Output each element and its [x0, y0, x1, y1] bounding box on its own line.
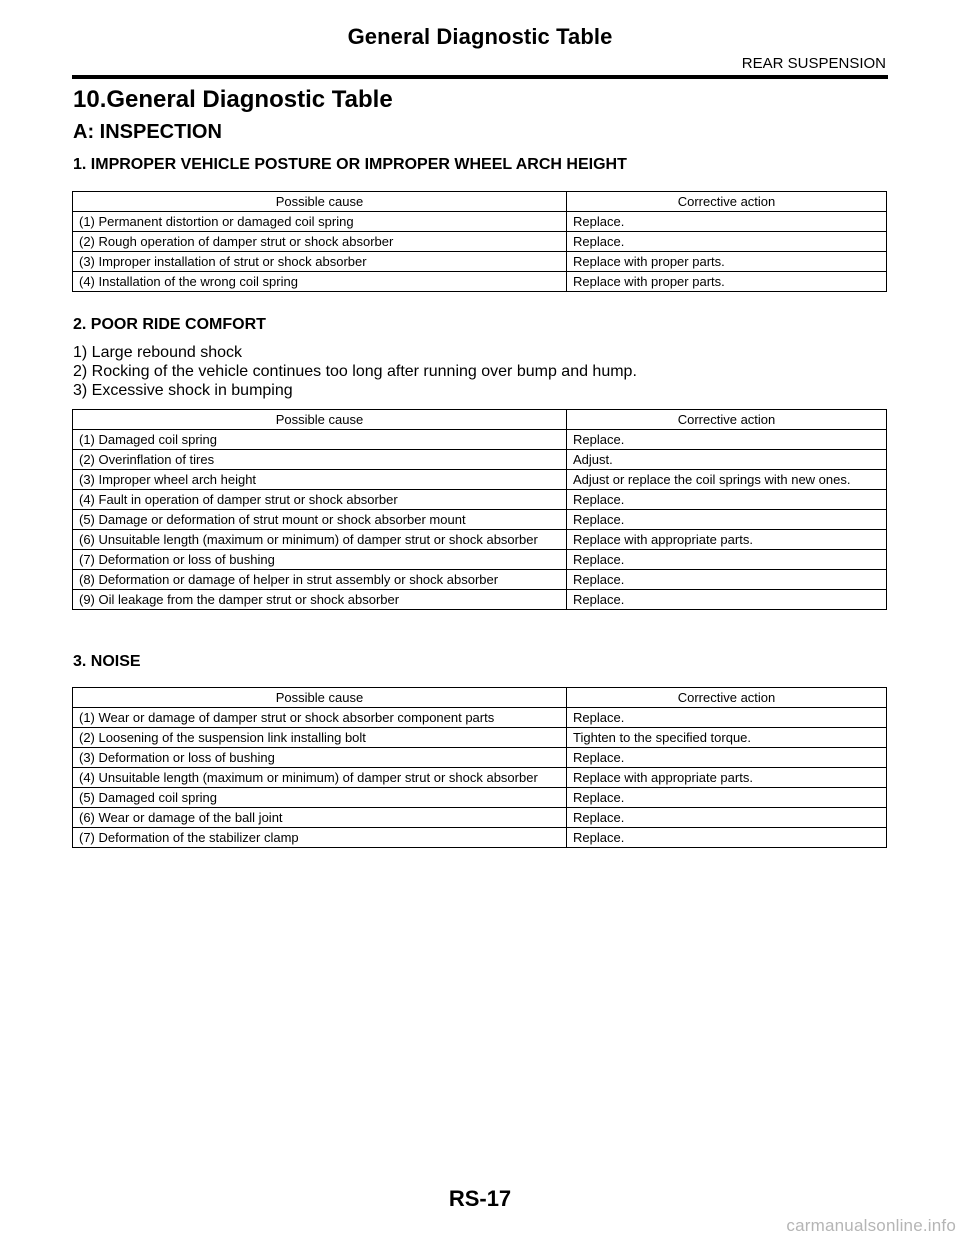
cell-action: Replace with appropriate parts.: [567, 768, 887, 788]
cell-cause: (1) Wear or damage of damper strut or shock absorber component parts: [73, 708, 567, 728]
cell-cause: (3) Improper installation of strut or shock absorber: [73, 252, 567, 272]
column-header-cause: Possible cause: [73, 192, 567, 212]
column-header-action: Corrective action: [567, 688, 887, 708]
column-header-action: Corrective action: [567, 192, 887, 212]
table-row: [73, 590, 887, 610]
subheading-inspection: A: INSPECTION: [73, 121, 222, 143]
cell-action: Replace.: [567, 788, 887, 808]
table-row: [73, 212, 887, 232]
table-row: [73, 450, 887, 470]
table-row: [73, 788, 887, 808]
cell-action: Replace.: [567, 430, 887, 450]
table-row: [73, 470, 887, 490]
watermark-text: carmanualsonline.info: [786, 1216, 956, 1235]
section-3-title: 3. NOISE: [73, 653, 141, 670]
column-header-cause: Possible cause: [73, 410, 567, 430]
cell-cause: (4) Installation of the wrong coil spring: [73, 272, 567, 292]
cell-action: Replace with proper parts.: [567, 252, 887, 272]
table-row: [73, 708, 887, 728]
cell-cause: (5) Damaged coil spring: [73, 788, 567, 808]
note-line: 3) Excessive shock in bumping: [73, 382, 293, 399]
table-row: [73, 272, 887, 292]
page-header-section: REAR SUSPENSION: [741, 55, 886, 72]
diagnostic-table-1: [72, 191, 887, 292]
cell-cause: (3) Improper wheel arch height: [73, 470, 567, 490]
page-number: RS-17: [448, 1186, 512, 1211]
cell-action: Replace.: [567, 708, 887, 728]
section-2-notes: [73, 343, 637, 400]
note-line: 2) Rocking of the vehicle continues too long after running over bump and hump.: [73, 363, 637, 380]
table-header-row: [73, 410, 887, 430]
column-header-cause: Possible cause: [73, 688, 567, 708]
cell-action: Replace.: [567, 490, 887, 510]
table-row: [73, 490, 887, 510]
cell-cause: (9) Oil leakage from the damper strut or shock absorber: [73, 590, 567, 610]
cell-action: Replace.: [567, 808, 887, 828]
cell-cause: (7) Deformation of the stabilizer clamp: [73, 828, 567, 848]
cell-cause: (4) Unsuitable length (maximum or minimum) of damper strut or shock absorber: [73, 768, 567, 788]
table-row: [73, 510, 887, 530]
cell-cause: (6) Unsuitable length (maximum or minimum) of damper strut or shock absorber: [73, 530, 567, 550]
main-heading: 10.General Diagnostic Table: [73, 86, 393, 113]
table-row: [73, 808, 887, 828]
cell-cause: (6) Wear or damage of the ball joint: [73, 808, 567, 828]
cell-action: Replace.: [567, 232, 887, 252]
cell-action: Replace.: [567, 590, 887, 610]
table-header-row: [73, 688, 887, 708]
section-2-title: 2. POOR RIDE COMFORT: [73, 316, 266, 333]
table-row: [73, 828, 887, 848]
table-row: [73, 728, 887, 748]
cell-action: Replace.: [567, 212, 887, 232]
cell-action: Replace.: [567, 550, 887, 570]
cell-cause: (2) Rough operation of damper strut or shock absorber: [73, 232, 567, 252]
cell-cause: (3) Deformation or loss of bushing: [73, 748, 567, 768]
table-row: [73, 232, 887, 252]
cell-action: Tighten to the specified torque.: [567, 728, 887, 748]
cell-action: Replace.: [567, 510, 887, 530]
table-row: [73, 768, 887, 788]
cell-cause: (4) Fault in operation of damper strut or shock absorber: [73, 490, 567, 510]
cell-cause: (8) Deformation or damage of helper in strut assembly or shock absorber: [73, 570, 567, 590]
table-row: [73, 530, 887, 550]
cell-action: Adjust or replace the coil springs with new ones.: [567, 470, 887, 490]
header-rule: [72, 75, 888, 79]
diagnostic-table-3: [72, 687, 887, 848]
cell-cause: (1) Permanent distortion or damaged coil spring: [73, 212, 567, 232]
note-line: 1) Large rebound shock: [73, 344, 242, 361]
cell-action: Replace.: [567, 570, 887, 590]
table-row: [73, 550, 887, 570]
diagnostic-table-2: [72, 409, 887, 610]
cell-cause: (1) Damaged coil spring: [73, 430, 567, 450]
cell-action: Replace with proper parts.: [567, 272, 887, 292]
table-header-row: [73, 192, 887, 212]
table-row: [73, 252, 887, 272]
cell-action: Replace.: [567, 828, 887, 848]
cell-cause: (5) Damage or deformation of strut mount or shock absorber mount: [73, 510, 567, 530]
cell-cause: (2) Loosening of the suspension link installing bolt: [73, 728, 567, 748]
cell-action: Replace.: [567, 748, 887, 768]
cell-action: Replace with appropriate parts.: [567, 530, 887, 550]
section-1-title: 1. IMPROPER VEHICLE POSTURE OR IMPROPER WHEEL ARCH HEIGHT: [73, 156, 627, 173]
column-header-action: Corrective action: [567, 410, 887, 430]
cell-cause: (7) Deformation or loss of bushing: [73, 550, 567, 570]
cell-action: Adjust.: [567, 450, 887, 470]
cell-cause: (2) Overinflation of tires: [73, 450, 567, 470]
table-row: [73, 570, 887, 590]
page-header-title: General Diagnostic Table: [347, 24, 613, 49]
table-row: [73, 748, 887, 768]
table-row: [73, 430, 887, 450]
